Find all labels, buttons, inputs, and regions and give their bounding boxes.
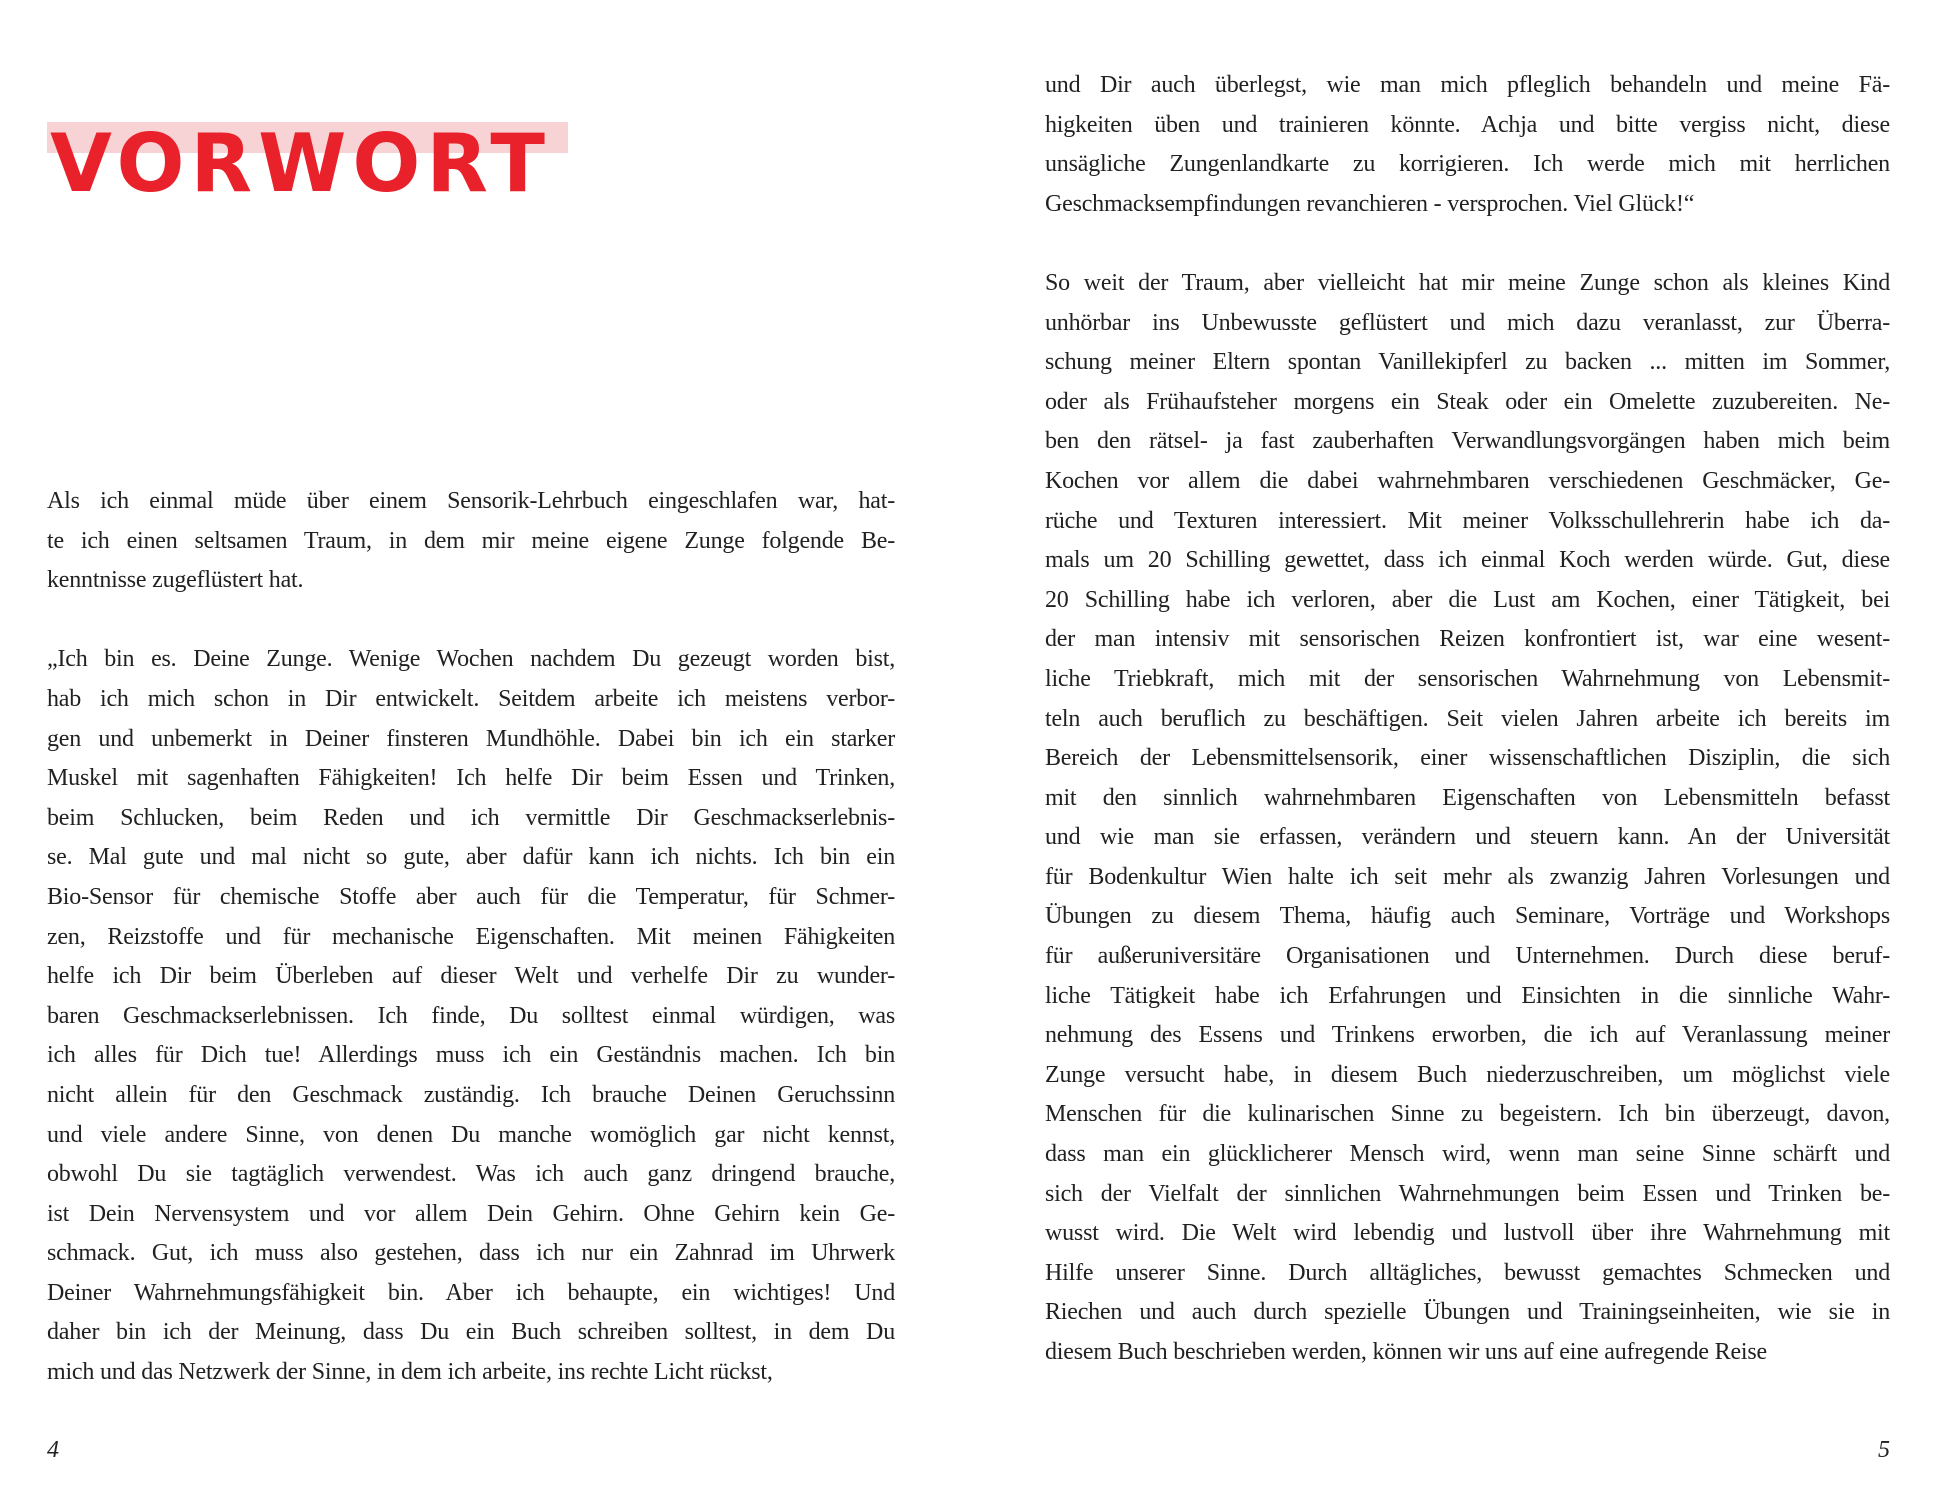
- paragraph: [1045, 264, 1890, 1373]
- text-line: kenntnisse zugeflüstert hat.: [47, 567, 304, 594]
- text-line: ich alles für Dich tue! Allerdings muss ich ein Geständnis machen. Ich bin: [47, 1042, 895, 1069]
- text-line: dass man ein glücklicherer Mensch wird, wenn man seine Sinne schärft und: [1045, 1141, 1890, 1168]
- text-line: mit den sinnlich wahrnehmbaren Eigenschaften von Lebensmitteln befasst: [1045, 784, 1890, 811]
- text-line: Zunge versucht habe, in diesem Buch niederzuschreiben, um möglichst viele: [1045, 1061, 1890, 1088]
- text-line: ben den rätsel- ja fast zauberhaften Verwandlungsvorgängen haben mich beim: [1045, 428, 1890, 455]
- text-line: te ich einen seltsamen Traum, in dem mir meine eigene Zunge folgende Be-: [47, 527, 895, 554]
- page-number-left: 4: [47, 1437, 59, 1463]
- text-line: Geschmacksempfindungen revanchieren - versprochen. Viel Glück!“: [1045, 190, 1695, 217]
- text-line: gen und unbemerkt in Deiner finsteren Mundhöhle. Dabei bin ich ein starker: [47, 725, 895, 752]
- text-line: mich und das Netzwerk der Sinne, in dem ich arbeite, ins rechte Licht rückst,: [47, 1359, 773, 1386]
- text-line: Deiner Wahrnehmungsfähigkeit bin. Aber ich behaupte, ein wichtiges! Und: [47, 1279, 895, 1306]
- text-line: diesem Buch beschrieben werden, können wir uns auf eine aufregende Reise: [1045, 1339, 1767, 1365]
- text-line: schung meiner Eltern spontan Vanillekipferl zu backen ... mitten im Sommer,: [1045, 349, 1890, 376]
- text-line: Bio-Sensor für chemische Stoffe aber auch für die Temperatur, für Schmer-: [47, 883, 895, 910]
- text-line: Hilfe unserer Sinne. Durch alltägliches, bewusst gemachtes Schmecken und: [1045, 1259, 1890, 1286]
- text-line: higkeiten üben und trainieren könnte. Achja und bitte vergiss nicht, diese: [1045, 111, 1890, 138]
- text-line: und viele andere Sinne, von denen Du manche womöglich gar nicht kennst,: [47, 1121, 895, 1148]
- text-line: ist Dein Nervensystem und vor allem Dein Gehirn. Ohne Gehirn kein Ge-: [47, 1200, 895, 1227]
- text-line: für außeruniversitäre Organisationen und Unternehmen. Durch diese beruf-: [1045, 943, 1890, 970]
- text-line: beim Schlucken, beim Reden und ich vermittle Dir Geschmackserlebnis-: [47, 804, 895, 831]
- text-line: „Ich bin es. Deine Zunge. Wenige Wochen nachdem Du gezeugt worden bist,: [47, 646, 895, 673]
- page-title: VORWORT: [50, 116, 551, 210]
- right-page-text-column: [1045, 66, 1890, 1373]
- text-line: und wie man sie erfassen, verändern und steuern kann. An der Universität: [1045, 824, 1890, 851]
- text-line: daher bin ich der Meinung, dass Du ein Buch schreiben solltest, in dem Du: [47, 1319, 895, 1346]
- text-line: mals um 20 Schilling gewettet, dass ich einmal Koch werden würde. Gut, diese: [1045, 547, 1890, 574]
- text-line: unsägliche Zungenlandkarte zu korrigieren. Ich werde mich mit herrlichen: [1045, 151, 1890, 178]
- paragraph: [47, 482, 895, 601]
- text-line: oder als Frühaufsteher morgens ein Steak oder ein Omelette zuzubereiten. Ne-: [1045, 388, 1890, 415]
- text-line: teln auch beruflich zu beschäftigen. Seit vielen Jahren arbeite ich bereits im: [1045, 705, 1890, 732]
- text-line: Als ich einmal müde über einem Sensorik-Lehrbuch eingeschlafen war, hat-: [47, 488, 895, 514]
- text-line: 20 Schilling habe ich verloren, aber die Lust am Kochen, einer Tätigkeit, bei: [1045, 586, 1890, 613]
- text-line: wusst wird. Die Welt wird lebendig und lustvoll über ihre Wahrnehmung mit: [1045, 1220, 1890, 1247]
- text-line: für Bodenkultur Wien halte ich seit mehr als zwanzig Jahren Vorlesungen und: [1045, 863, 1890, 890]
- text-line: helfe ich Dir beim Überleben auf dieser Welt und verhelfe Dir zu wunder-: [47, 963, 895, 990]
- left-page-text-column: [47, 482, 895, 1393]
- text-line: sich der Vielfalt der sinnlichen Wahrnehmungen beim Essen und Trinken be-: [1045, 1180, 1890, 1207]
- text-line: zen, Reizstoffe und für mechanische Eigenschaften. Mit meinen Fähigkeiten: [47, 923, 895, 950]
- text-line: Muskel mit sagenhaften Fähigkeiten! Ich helfe Dir beim Essen und Trinken,: [47, 765, 895, 792]
- text-line: Menschen für die kulinarischen Sinne zu begeistern. Ich bin überzeugt, davon,: [1045, 1101, 1890, 1128]
- text-line: Bereich der Lebensmittelsensorik, einer wissenschaftlichen Disziplin, die sich: [1045, 745, 1890, 772]
- text-line: liche Tätigkeit habe ich Erfahrungen und Einsichten in die sinnliche Wahr-: [1045, 982, 1890, 1009]
- text-line: obwohl Du sie tagtäglich verwendest. Was ich auch ganz dringend brauche,: [47, 1161, 895, 1188]
- text-line: nehmung des Essens und Trinkens erworben, die ich auf Veranlassung meiner: [1045, 1022, 1890, 1049]
- text-line: So weit der Traum, aber vielleicht hat mir meine Zunge schon als kleines Kind: [1045, 269, 1890, 296]
- text-line: und Dir auch überlegst, wie man mich pfleglich behandeln und meine Fä-: [1045, 72, 1890, 98]
- text-line: rüche und Texturen interessiert. Mit meiner Volksschullehrerin habe ich da-: [1045, 507, 1890, 534]
- text-line: der man intensiv mit sensorischen Reizen konfrontiert ist, war eine wesent-: [1045, 626, 1890, 653]
- text-line: Übungen zu diesem Thema, häufig auch Seminare, Vorträge und Workshops: [1045, 903, 1890, 930]
- text-line: Kochen vor allem die dabei wahrnehmbaren verschiedenen Geschmäcker, Ge-: [1045, 467, 1890, 494]
- text-line: hab ich mich schon in Dir entwickelt. Seitdem arbeite ich meistens verbor-: [47, 685, 895, 712]
- page-number-right: 5: [1878, 1437, 1890, 1463]
- text-line: Riechen und auch durch spezielle Übungen und Trainingseinheiten, wie sie in: [1045, 1299, 1890, 1326]
- text-line: nicht allein für den Geschmack zuständig. Ich brauche Deinen Geruchssinn: [47, 1081, 895, 1108]
- text-line: unhörbar ins Unbewusste geflüstert und mich dazu veranlasst, zur Überra-: [1045, 309, 1890, 336]
- paragraph: [1045, 66, 1890, 224]
- text-line: liche Triebkraft, mich mit der sensorischen Wahrnehmung von Lebensmit-: [1045, 665, 1890, 692]
- text-line: baren Geschmackserlebnissen. Ich finde, Du solltest einmal würdigen, was: [47, 1002, 895, 1029]
- paragraph: [47, 640, 895, 1392]
- text-line: schmack. Gut, ich muss also gestehen, dass ich nur ein Zahnrad im Uhrwerk: [47, 1240, 895, 1267]
- text-line: se. Mal gute und mal nicht so gute, aber dafür kann ich nichts. Ich bin ein: [47, 844, 895, 871]
